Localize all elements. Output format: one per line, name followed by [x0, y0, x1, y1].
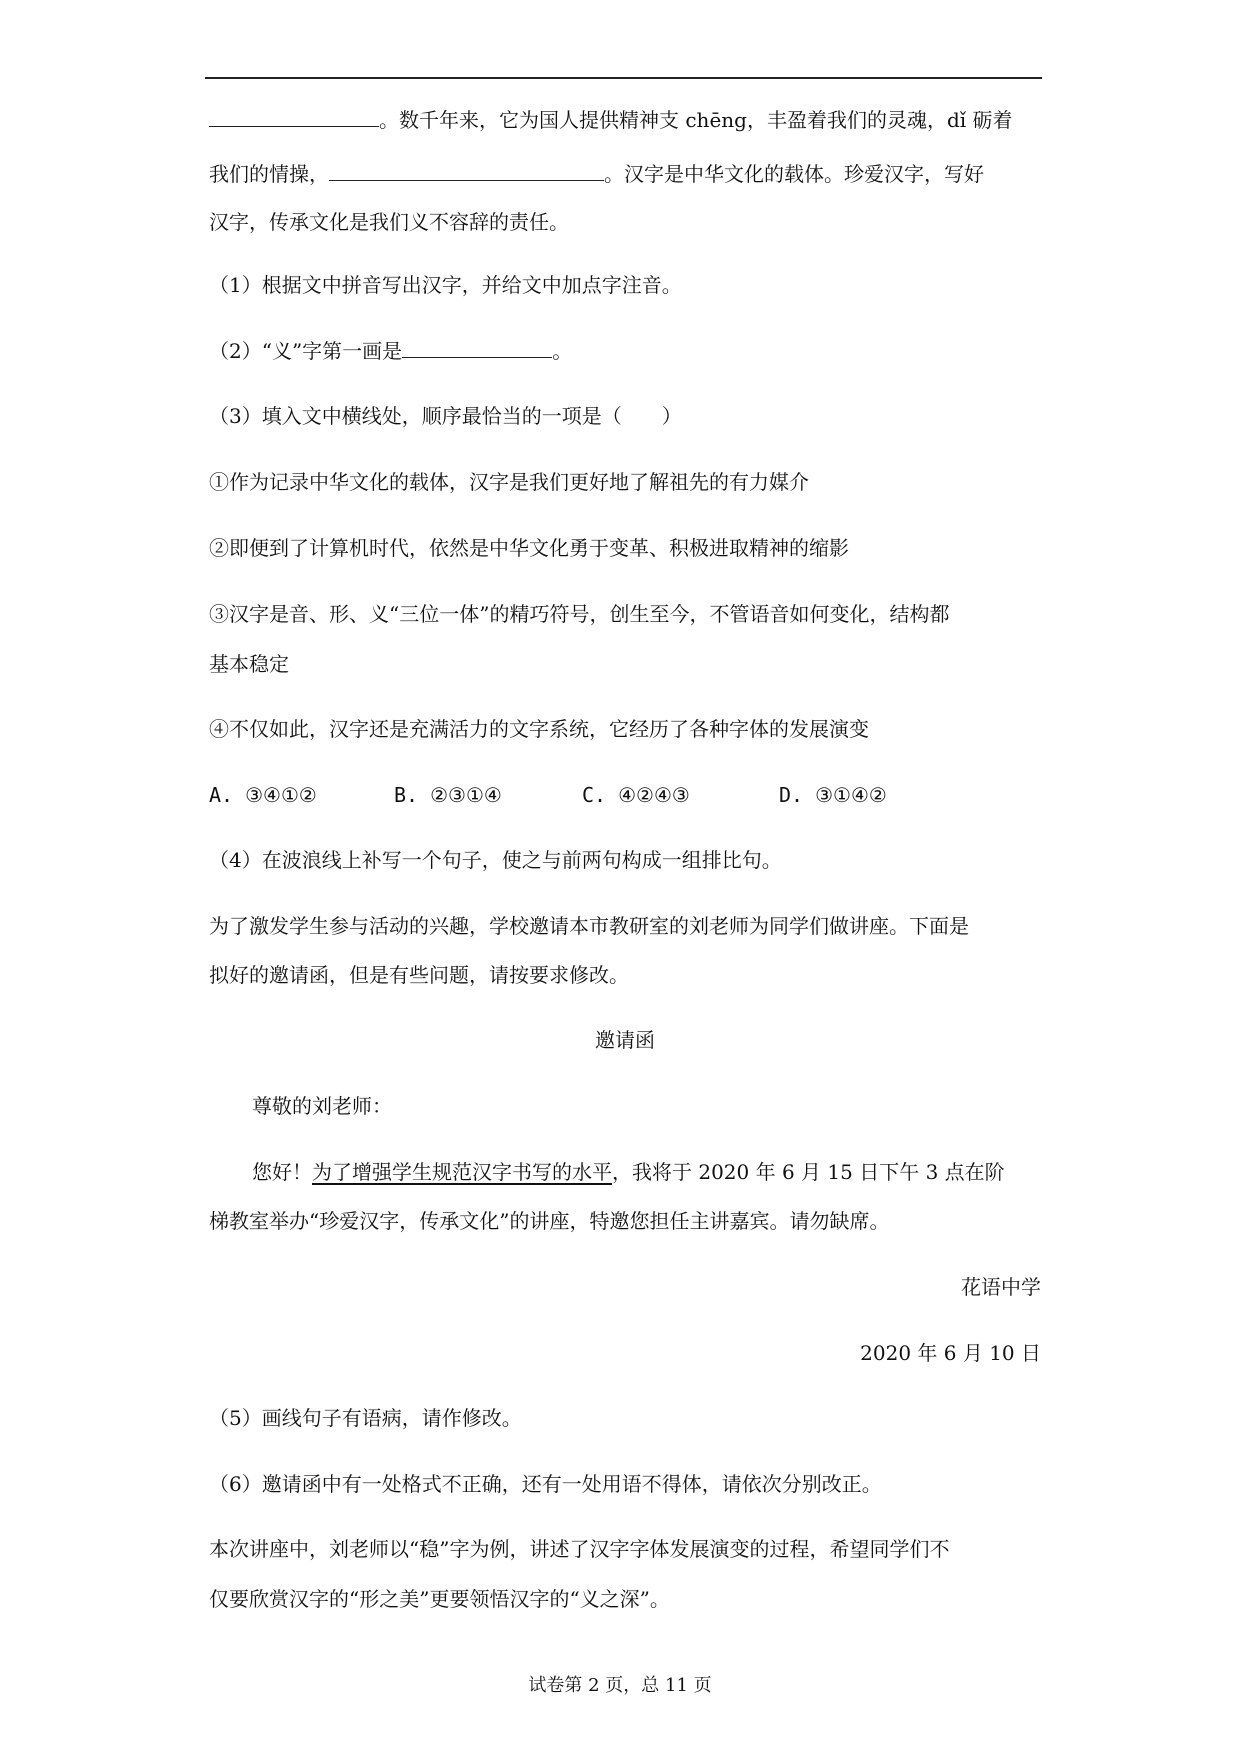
- passage-line-3: 汉字，传承文化是我们义不容辞的责任。: [209, 210, 569, 234]
- closing-line-1: 本次讲座中，刘老师以“稳”字为例，讲述了汉字字体发展演变的过程，希望同学们不: [209, 1537, 950, 1561]
- letter-salutation: 尊敬的刘老师：: [252, 1094, 392, 1118]
- question-4: （4）在波浪线上补写一个句子，使之与前两句构成一组排比句。: [209, 848, 782, 872]
- letter-body-line-2: 梯教室举办“珍爱汉字，传承文化”的讲座，特邀您担任主讲嘉宾。请勿缺席。: [209, 1209, 890, 1233]
- question-3: （3）填入文中横线处，顺序最恰当的一项是（ ）: [209, 404, 682, 428]
- question-5: （5）画线句子有语病，请作修改。: [209, 1406, 522, 1430]
- header-rule: [205, 77, 1042, 79]
- letter-date: 2020 年 6 月 10 日: [860, 1341, 1041, 1365]
- option-c[interactable]: C. ④②④③: [582, 783, 690, 807]
- question-6: （6）邀请函中有一处格式不正确，还有一处用语不得体，请依次分别改正。: [209, 1472, 882, 1496]
- page-footer: 试卷第 2 页，总 11 页: [528, 1675, 712, 1696]
- letter-title: 邀请函: [595, 1028, 655, 1052]
- intro-line-2: 拟好的邀请函，但是有些问题，请按要求修改。: [209, 963, 629, 987]
- sentence-1: ①作为记录中华文化的载体，汉字是我们更好地了解祖先的有力媒介: [209, 470, 809, 494]
- sentence-2: ②即便到了计算机时代，依然是中华文化勇于变革、积极进取精神的缩影: [209, 536, 849, 560]
- intro-line-1: 为了激发学生参与活动的兴趣，学校邀请本市教研室的刘老师为同学们做讲座。下面是: [209, 914, 969, 938]
- question-2: （2）“义”字第一画是 。: [209, 339, 573, 363]
- answer-blank-3: [402, 339, 552, 358]
- question-1: （1）根据文中拼音写出汉字，并给文中加点字注音。: [209, 273, 682, 297]
- answer-blank-1: [209, 108, 379, 127]
- answer-options: [209, 783, 1041, 807]
- sentence-4: ④不仅如此，汉字还是充满活力的文字系统，它经历了各种字体的发展演变: [209, 717, 869, 741]
- option-a[interactable]: A. ③④①②: [209, 783, 317, 807]
- option-d[interactable]: D. ③①④②: [779, 783, 887, 807]
- letter-body-line-1: 您好！为了增强学生规范汉字书写的水平，我将于 2020 年 6 月 15 日下午 3 点在阶: [252, 1160, 1005, 1184]
- letter-signer: 花语中学: [961, 1275, 1041, 1299]
- underlined-sentence: 为了增强学生规范汉字书写的水平: [312, 1160, 612, 1184]
- option-b[interactable]: B. ②③①④: [394, 783, 502, 807]
- passage-line-1: 。数千年来，它为国人提供精神支 chēng，丰盈着我们的灵魂，dǐ 砺着: [209, 108, 1041, 132]
- sentence-3-cont: 基本稳定: [209, 652, 289, 676]
- answer-blank-2: [329, 162, 604, 181]
- closing-line-2: 仅要欣赏汉字的“形之美”更要领悟汉字的“义之深”。: [209, 1587, 670, 1611]
- sentence-3: ③汉字是音、形、义“三位一体”的精巧符号，创生至今，不管语音如何变化，结构都: [209, 602, 950, 626]
- passage-line-2: 我们的情操， 。汉字是中华文化的载体。珍爱汉字，写好: [209, 162, 984, 186]
